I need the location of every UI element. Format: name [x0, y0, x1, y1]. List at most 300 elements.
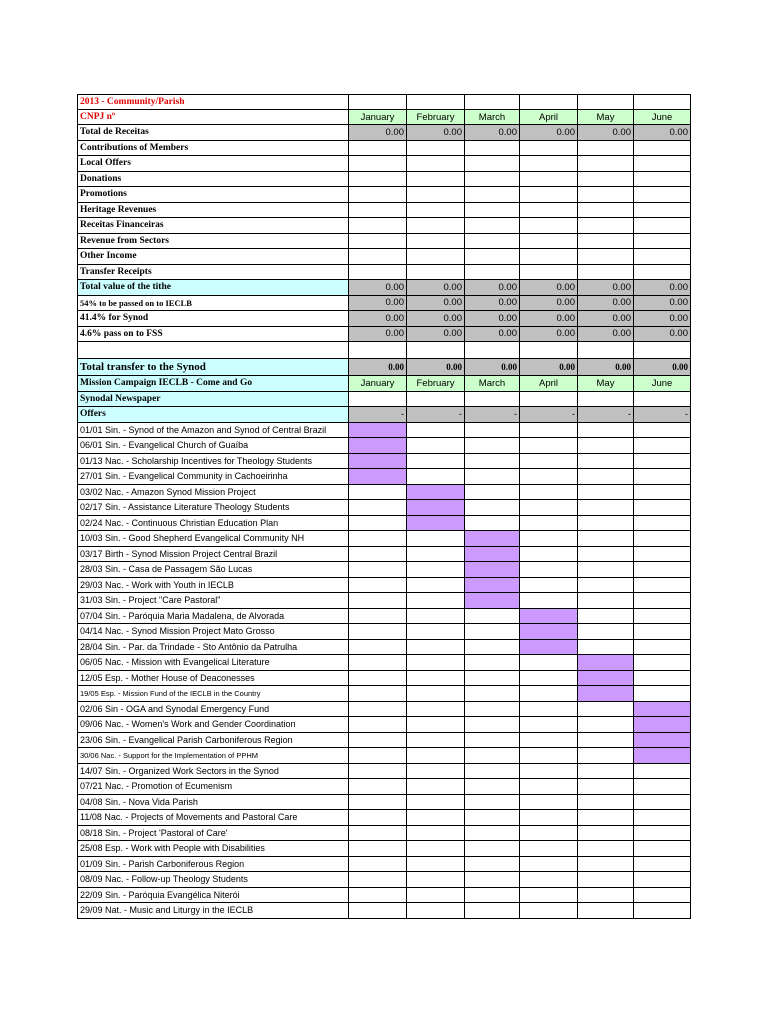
month-cell[interactable]: [634, 500, 691, 516]
month-cell[interactable]: [578, 608, 634, 624]
month-cell[interactable]: [520, 469, 578, 485]
month-cell[interactable]: [407, 887, 465, 903]
offer-month-mark[interactable]: [520, 608, 578, 624]
month-cell[interactable]: [349, 593, 407, 609]
month-cell[interactable]: [578, 171, 634, 187]
month-cell[interactable]: [520, 841, 578, 857]
month-cell[interactable]: [465, 156, 520, 172]
month-cell[interactable]: [465, 438, 520, 454]
offer-item-label: 02/06 Sin - OGA and Synodal Emergency Fund: [78, 701, 349, 717]
month-cell[interactable]: [520, 732, 578, 748]
month-cell[interactable]: [349, 95, 407, 110]
spacer-cell: [634, 342, 691, 359]
value-cell: 0.00: [634, 311, 691, 327]
spreadsheet: [77, 94, 691, 919]
month-cell[interactable]: [407, 903, 465, 919]
month-cell[interactable]: [578, 484, 634, 500]
revenue-row: [78, 140, 691, 156]
value-cell: 0.00: [520, 280, 578, 296]
month-cell[interactable]: [634, 670, 691, 686]
month-cell[interactable]: [520, 655, 578, 671]
month-cell[interactable]: [520, 453, 578, 469]
month-cell[interactable]: [407, 655, 465, 671]
month-cell[interactable]: [465, 856, 520, 872]
month-cell[interactable]: [520, 825, 578, 841]
month-cell[interactable]: [465, 233, 520, 249]
month-cell[interactable]: [407, 779, 465, 795]
month-cell[interactable]: [465, 249, 520, 265]
month-cell[interactable]: [520, 717, 578, 733]
month-cell[interactable]: [465, 748, 520, 764]
month-cell[interactable]: [465, 794, 520, 810]
month-cell[interactable]: [465, 422, 520, 438]
month-header: May: [578, 110, 634, 125]
month-cell[interactable]: [578, 593, 634, 609]
value-cell: 0.00: [578, 311, 634, 327]
offer-month-mark[interactable]: [349, 422, 407, 438]
month-cell[interactable]: [520, 515, 578, 531]
offer-month-mark[interactable]: [465, 577, 520, 593]
month-cell[interactable]: [465, 872, 520, 888]
month-cell[interactable]: [465, 670, 520, 686]
offer-month-mark[interactable]: [634, 748, 691, 764]
value-cell: 0.00: [407, 295, 465, 311]
month-cell[interactable]: [465, 639, 520, 655]
month-cell[interactable]: [465, 171, 520, 187]
month-cell[interactable]: [407, 856, 465, 872]
month-cell[interactable]: [578, 202, 634, 218]
month-cell[interactable]: [465, 95, 520, 110]
month-cell[interactable]: [634, 422, 691, 438]
month-cell[interactable]: [349, 187, 407, 203]
month-cell[interactable]: [520, 903, 578, 919]
month-cell[interactable]: [407, 872, 465, 888]
month-cell[interactable]: [634, 763, 691, 779]
offer-item-row: [78, 562, 691, 578]
month-cell[interactable]: [634, 95, 691, 110]
month-cell[interactable]: [520, 500, 578, 516]
month-cell[interactable]: [634, 639, 691, 655]
spacer-row: [78, 342, 691, 359]
month-cell[interactable]: [407, 748, 465, 764]
month-cell[interactable]: [407, 810, 465, 826]
month-cell[interactable]: [520, 748, 578, 764]
offer-item-label: 29/03 Nac. - Work with Youth in IECLB: [78, 577, 349, 593]
month-cell[interactable]: [578, 872, 634, 888]
offer-item-label: 08/09 Nac. - Follow-up Theology Students: [78, 872, 349, 888]
month-cell[interactable]: [578, 515, 634, 531]
month-cell[interactable]: [465, 624, 520, 640]
offer-month-mark[interactable]: [578, 670, 634, 686]
month-cell[interactable]: [634, 453, 691, 469]
month-cell[interactable]: [578, 140, 634, 156]
month-cell[interactable]: [634, 593, 691, 609]
month-cell[interactable]: [465, 218, 520, 234]
month-cell[interactable]: [634, 140, 691, 156]
month-cell[interactable]: [634, 546, 691, 562]
month-cell[interactable]: [349, 391, 407, 407]
month-cell[interactable]: [578, 701, 634, 717]
offer-item-row: [78, 872, 691, 888]
month-cell[interactable]: [578, 639, 634, 655]
offer-month-mark[interactable]: [349, 438, 407, 454]
month-cell[interactable]: [349, 779, 407, 795]
revenue-label: Other Income: [78, 249, 349, 265]
month-cell[interactable]: [349, 763, 407, 779]
month-cell[interactable]: [634, 903, 691, 919]
month-cell[interactable]: [465, 701, 520, 717]
month-cell[interactable]: [634, 233, 691, 249]
month-cell[interactable]: [634, 655, 691, 671]
month-cell[interactable]: [520, 391, 578, 407]
month-cell[interactable]: [578, 794, 634, 810]
month-cell[interactable]: [349, 202, 407, 218]
month-cell[interactable]: [520, 562, 578, 578]
synod-total-row: [78, 359, 691, 376]
month-cell[interactable]: [634, 391, 691, 407]
month-cell[interactable]: [578, 825, 634, 841]
month-cell[interactable]: [634, 810, 691, 826]
month-cell[interactable]: [578, 469, 634, 485]
month-cell[interactable]: [634, 264, 691, 280]
month-cell[interactable]: [407, 469, 465, 485]
month-cell[interactable]: [465, 140, 520, 156]
month-cell[interactable]: [578, 156, 634, 172]
revenue-row: [78, 218, 691, 234]
offer-month-mark[interactable]: [349, 469, 407, 485]
month-cell[interactable]: [349, 856, 407, 872]
month-cell[interactable]: [520, 249, 578, 265]
tithe-row: [78, 280, 691, 296]
month-cell[interactable]: [465, 484, 520, 500]
offer-item-label: 06/05 Nac. - Mission with Evangelical Literature: [78, 655, 349, 671]
offer-item-row: [78, 903, 691, 919]
month-cell[interactable]: [634, 872, 691, 888]
month-cell[interactable]: [407, 577, 465, 593]
revenue-label: Revenue from Sectors: [78, 233, 349, 249]
offer-item-label: 30/06 Nac. - Support for the Implementation of PPHM: [78, 748, 349, 764]
month-cell[interactable]: [634, 577, 691, 593]
offer-month-mark[interactable]: [520, 624, 578, 640]
month-cell[interactable]: [634, 779, 691, 795]
month-cell[interactable]: [349, 249, 407, 265]
revenue-label: Local Offers: [78, 156, 349, 172]
month-cell[interactable]: [634, 686, 691, 702]
month-cell[interactable]: [465, 391, 520, 407]
month-cell[interactable]: [349, 810, 407, 826]
month-cell[interactable]: [520, 484, 578, 500]
month-cell[interactable]: [578, 856, 634, 872]
month-cell[interactable]: [465, 187, 520, 203]
month-cell[interactable]: [407, 531, 465, 547]
offer-month-mark[interactable]: [465, 593, 520, 609]
month-cell[interactable]: [349, 825, 407, 841]
revenue-label: Receitas Financeiras: [78, 218, 349, 234]
month-cell[interactable]: [349, 872, 407, 888]
month-cell[interactable]: [578, 562, 634, 578]
tithe-row: [78, 326, 691, 342]
offer-month-mark[interactable]: [465, 546, 520, 562]
month-cell[interactable]: [578, 187, 634, 203]
month-cell[interactable]: [520, 810, 578, 826]
month-cell[interactable]: [634, 187, 691, 203]
month-cell[interactable]: [634, 469, 691, 485]
offer-month-mark[interactable]: [634, 701, 691, 717]
month-cell[interactable]: [349, 218, 407, 234]
offer-item-label: 19/05 Esp. - Mission Fund of the IECLB in the Country: [78, 686, 349, 702]
month-cell[interactable]: [349, 903, 407, 919]
offer-item-row: [78, 624, 691, 640]
month-cell[interactable]: [407, 608, 465, 624]
month-cell[interactable]: [407, 562, 465, 578]
offer-item-row: [78, 732, 691, 748]
month-cell[interactable]: [349, 748, 407, 764]
month-cell[interactable]: [407, 453, 465, 469]
month-cell[interactable]: [634, 856, 691, 872]
month-cell[interactable]: [407, 686, 465, 702]
month-cell[interactable]: [349, 577, 407, 593]
month-cell[interactable]: [634, 794, 691, 810]
month-cell[interactable]: [520, 763, 578, 779]
month-cell[interactable]: [465, 515, 520, 531]
month-cell[interactable]: [578, 903, 634, 919]
month-cell[interactable]: [634, 484, 691, 500]
offer-month-mark[interactable]: [407, 484, 465, 500]
offer-item-label: 03/17 Birth - Synod Mission Project Central Brazil: [78, 546, 349, 562]
month-cell[interactable]: [349, 624, 407, 640]
month-cell[interactable]: [578, 748, 634, 764]
offer-month-mark[interactable]: [634, 732, 691, 748]
month-cell[interactable]: [634, 171, 691, 187]
month-cell[interactable]: [349, 171, 407, 187]
month-cell[interactable]: [465, 732, 520, 748]
month-cell[interactable]: [465, 655, 520, 671]
month-cell[interactable]: [349, 701, 407, 717]
month-cell[interactable]: [349, 717, 407, 733]
month-cell[interactable]: [520, 438, 578, 454]
value-cell: 0.00: [578, 326, 634, 342]
month-cell[interactable]: [349, 562, 407, 578]
month-cell[interactable]: [520, 686, 578, 702]
month-cell[interactable]: [465, 500, 520, 516]
offer-month-mark[interactable]: [634, 717, 691, 733]
month-cell[interactable]: [407, 639, 465, 655]
month-cell[interactable]: [634, 156, 691, 172]
month-cell[interactable]: [520, 794, 578, 810]
month-cell[interactable]: [465, 903, 520, 919]
month-cell[interactable]: [407, 825, 465, 841]
month-cell[interactable]: [634, 887, 691, 903]
month-cell[interactable]: [465, 469, 520, 485]
month-cell[interactable]: [520, 593, 578, 609]
offer-month-mark[interactable]: [465, 562, 520, 578]
month-cell[interactable]: [349, 156, 407, 172]
month-cell[interactable]: [520, 531, 578, 547]
month-cell[interactable]: [634, 438, 691, 454]
month-cell[interactable]: [465, 686, 520, 702]
month-cell[interactable]: [407, 218, 465, 234]
month-cell[interactable]: [349, 887, 407, 903]
month-cell[interactable]: [407, 187, 465, 203]
offer-month-mark[interactable]: [465, 531, 520, 547]
month-cell[interactable]: [520, 95, 578, 110]
month-header: May: [578, 376, 634, 392]
value-cell: 0.00: [520, 311, 578, 327]
month-cell[interactable]: [407, 140, 465, 156]
month-cell[interactable]: [578, 810, 634, 826]
month-cell[interactable]: [407, 438, 465, 454]
month-cell[interactable]: [465, 825, 520, 841]
month-cell[interactable]: [349, 670, 407, 686]
month-cell[interactable]: [349, 500, 407, 516]
month-cell[interactable]: [349, 484, 407, 500]
month-cell[interactable]: [349, 608, 407, 624]
month-cell[interactable]: [520, 887, 578, 903]
month-cell[interactable]: [349, 841, 407, 857]
offer-month-mark[interactable]: [520, 639, 578, 655]
month-cell[interactable]: [407, 717, 465, 733]
month-cell[interactable]: [578, 779, 634, 795]
month-cell[interactable]: [407, 202, 465, 218]
month-cell[interactable]: [520, 422, 578, 438]
month-cell[interactable]: [407, 95, 465, 110]
month-cell[interactable]: [465, 779, 520, 795]
month-cell[interactable]: [578, 500, 634, 516]
offer-item-row: [78, 841, 691, 857]
month-cell[interactable]: [520, 156, 578, 172]
month-cell[interactable]: [407, 794, 465, 810]
month-cell[interactable]: [578, 218, 634, 234]
month-cell[interactable]: [520, 670, 578, 686]
month-header: January: [349, 110, 407, 125]
offers-row: [78, 407, 691, 423]
month-cell[interactable]: [349, 655, 407, 671]
month-cell[interactable]: [578, 249, 634, 265]
month-cell[interactable]: [349, 794, 407, 810]
month-cell[interactable]: [465, 887, 520, 903]
month-cell[interactable]: [465, 608, 520, 624]
month-cell[interactable]: [407, 593, 465, 609]
month-cell[interactable]: [349, 140, 407, 156]
month-cell[interactable]: [465, 202, 520, 218]
month-cell[interactable]: [407, 391, 465, 407]
offer-month-mark[interactable]: [407, 515, 465, 531]
month-cell[interactable]: [349, 686, 407, 702]
month-cell[interactable]: [349, 264, 407, 280]
month-cell[interactable]: [520, 187, 578, 203]
month-cell[interactable]: [465, 717, 520, 733]
month-cell[interactable]: [634, 249, 691, 265]
month-cell[interactable]: [634, 624, 691, 640]
month-header: March: [465, 110, 520, 125]
offer-month-mark[interactable]: [407, 500, 465, 516]
month-cell[interactable]: [407, 422, 465, 438]
month-cell[interactable]: [349, 546, 407, 562]
month-cell[interactable]: [407, 670, 465, 686]
month-cell[interactable]: [349, 531, 407, 547]
spacer-cell: [578, 342, 634, 359]
month-cell[interactable]: [520, 856, 578, 872]
offer-month-mark[interactable]: [578, 655, 634, 671]
month-cell[interactable]: [520, 264, 578, 280]
month-cell[interactable]: [634, 825, 691, 841]
month-cell[interactable]: [578, 453, 634, 469]
month-cell[interactable]: [407, 624, 465, 640]
month-cell[interactable]: [407, 233, 465, 249]
month-cell[interactable]: [634, 841, 691, 857]
offer-item-row: [78, 794, 691, 810]
month-cell[interactable]: [578, 531, 634, 547]
month-cell[interactable]: [520, 233, 578, 249]
offer-item-label: 29/09 Nat. - Music and Liturgy in the IECLB: [78, 903, 349, 919]
month-cell[interactable]: [520, 218, 578, 234]
month-cell[interactable]: [578, 391, 634, 407]
month-cell[interactable]: [407, 732, 465, 748]
month-cell[interactable]: [578, 841, 634, 857]
month-cell[interactable]: [578, 717, 634, 733]
month-cell[interactable]: [465, 810, 520, 826]
month-cell[interactable]: [349, 515, 407, 531]
month-cell[interactable]: [578, 577, 634, 593]
month-cell[interactable]: [465, 264, 520, 280]
month-cell[interactable]: [578, 233, 634, 249]
month-cell[interactable]: [520, 202, 578, 218]
month-cell[interactable]: [520, 872, 578, 888]
month-cell[interactable]: [634, 562, 691, 578]
month-cell[interactable]: [578, 95, 634, 110]
offer-month-mark[interactable]: [349, 453, 407, 469]
month-cell[interactable]: [578, 264, 634, 280]
month-cell[interactable]: [634, 608, 691, 624]
month-cell[interactable]: [520, 140, 578, 156]
month-cell[interactable]: [578, 624, 634, 640]
month-cell[interactable]: [407, 841, 465, 857]
month-cell[interactable]: [407, 264, 465, 280]
month-cell[interactable]: [634, 218, 691, 234]
offer-month-mark[interactable]: [578, 686, 634, 702]
month-cell[interactable]: [349, 639, 407, 655]
month-cell[interactable]: [578, 763, 634, 779]
value-cell: 0.00: [465, 326, 520, 342]
month-cell[interactable]: [578, 438, 634, 454]
month-cell[interactable]: [407, 546, 465, 562]
month-cell[interactable]: [465, 453, 520, 469]
month-cell[interactable]: [465, 763, 520, 779]
month-cell[interactable]: [407, 171, 465, 187]
month-cell[interactable]: [407, 763, 465, 779]
month-cell[interactable]: [520, 701, 578, 717]
month-cell[interactable]: [578, 887, 634, 903]
month-cell[interactable]: [349, 732, 407, 748]
month-cell[interactable]: [634, 531, 691, 547]
month-cell[interactable]: [349, 233, 407, 249]
month-cell[interactable]: [520, 171, 578, 187]
offer-item-row: [78, 748, 691, 764]
month-cell[interactable]: [578, 422, 634, 438]
month-cell[interactable]: [578, 732, 634, 748]
month-cell[interactable]: [634, 515, 691, 531]
month-cell[interactable]: [407, 701, 465, 717]
offer-item-label: 07/04 Sin. - Paróquia Maria Madalena, de Alvorada: [78, 608, 349, 624]
month-cell[interactable]: [520, 779, 578, 795]
month-cell[interactable]: [578, 546, 634, 562]
month-cell[interactable]: [407, 156, 465, 172]
month-cell[interactable]: [634, 202, 691, 218]
month-cell[interactable]: [520, 577, 578, 593]
month-cell[interactable]: [407, 249, 465, 265]
month-cell[interactable]: [465, 841, 520, 857]
month-cell[interactable]: [520, 546, 578, 562]
